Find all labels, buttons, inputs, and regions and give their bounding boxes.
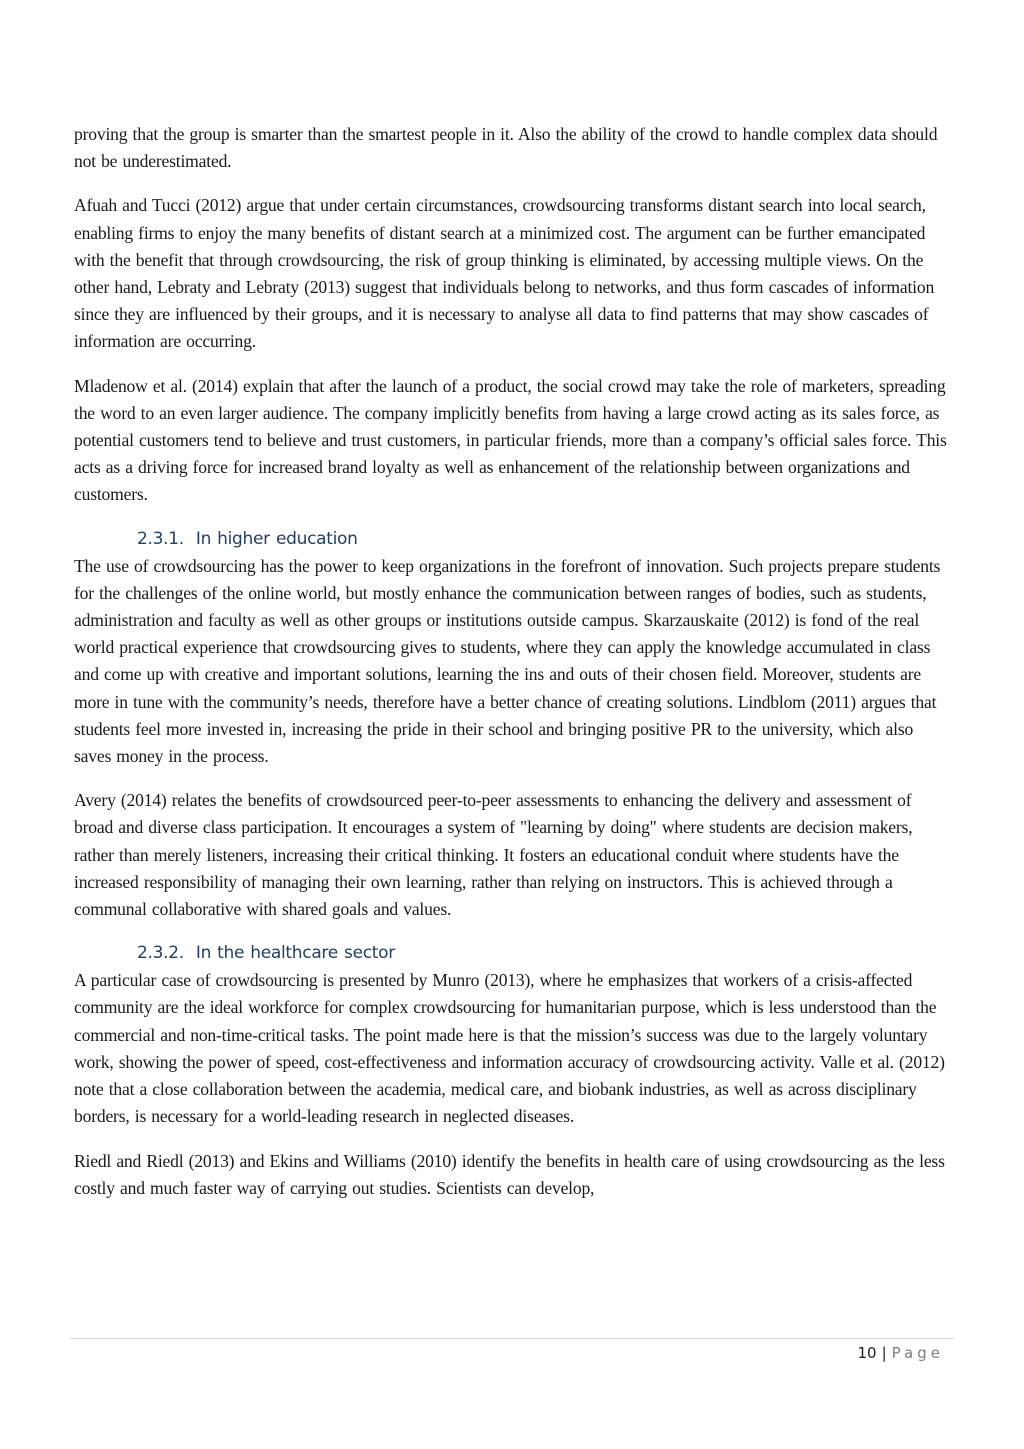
- paragraph: Avery (2014) relates the benefits of crowdsourced peer-to-peer assessments to enhancing the delivery and assessment of broad and diverse class participation. It encourages a system of "learning by doing" where students are decision makers, rather than merely listeners, increasing their critical thinking. It fosters an educational conduit where students have the increased responsibility of managing their own learning, rather than relying on instructors. This is achieved through a communal collaborative with shared goals and values.: [74, 790, 913, 920]
- paragraph: Riedl and Riedl (2013) and Ekins and Williams (2010) identify the benefits in health care of using crowdsourcing as the less costly and much faster way of carrying out studies. Scientists can develop,: [74, 1150, 945, 1198]
- paragraph: Afuah and Tucci (2012) argue that under certain circumstances, crowdsourcing transforms distant search into local search, enabling firms to enjoy the many benefits of distant search at a minimized cost. The argument can be further emancipated with the benefit that through crowdsourcing, the risk of group thinking is eliminated, by accessing multiple views. On the other hand, Lebraty and Lebraty (2013) suggest that individuals belong to networks, and thus form cascades of information since they are influenced by their groups, and it is necessary to analyse all data to find patterns that may show cascades of information are occurring.: [74, 195, 935, 352]
- page-footer: [858, 1342, 944, 1364]
- paragraph: Mladenow et al. (2014) explain that after the launch of a product, the social crowd may take the role of marketers, spreading the word to an even larger audience. The company implicitly benefits from having a large crowd acting as its sales force, as potential customers tend to believe and trust customers, in particular friends, more than a company’s official sales force. This acts as a driving force for increased brand loyalty as well as enhancement of the relationship between organizations and customers.: [74, 375, 947, 505]
- section-heading-higher-education: [74, 526, 954, 553]
- section-number: 2.3.2.: [137, 943, 184, 964]
- paragraph: The use of crowdsourcing has the power to keep organizations in the forefront of innovation. Such projects prepare students for the challenges of the online world, but mostly enhance the communication between ranges of bodies, such as students, administration and faculty as well as other groups or institutions outside campus. Skarzauskaite (2012) is fond of the real world practical experience that crowdsourcing gives to students, where they can apply the knowledge accumulated in class and come up with creative and important solutions, learning the ins and outs of their chosen field. Moreover, students are more in tune with the community’s needs, therefore have a better chance of creating solutions. Lindblom (2011) argues that students feel more invested in, increasing the pride in their school and bringing positive PR to the university, which also saves money in the process.: [74, 555, 941, 767]
- footer-divider: [70, 1338, 954, 1339]
- page-body: [74, 121, 954, 1219]
- section-heading-healthcare: [74, 940, 954, 967]
- section-title: In the healthcare sector: [195, 943, 395, 964]
- section-number: 2.3.1.: [137, 528, 184, 549]
- page-label: Page: [891, 1344, 944, 1362]
- paragraph: proving that the group is smarter than the smartest people in it. Also the ability of the crowd to handle complex data should not be underestimated.: [74, 124, 938, 172]
- page-number: 10: [857, 1344, 877, 1362]
- footer-separator: |: [881, 1344, 887, 1362]
- paragraph: A particular case of crowdsourcing is presented by Munro (2013), where he emphasizes that workers of a crisis-affected community are the ideal workforce for complex crowdsourcing for humanitarian purpose, which is less understood than the commercial and non-time-critical tasks. The point made here is that the mission’s success was due to the largely voluntary work, showing the power of speed, cost-effectiveness and information accuracy of crowdsourcing activity. Valle et al. (2012) note that a close collaboration between the academia, medical care, and biobank industries, as well as across disciplinary borders, is necessary for a world-leading research in neglected diseases.: [74, 970, 945, 1127]
- section-title: In higher education: [195, 528, 358, 549]
